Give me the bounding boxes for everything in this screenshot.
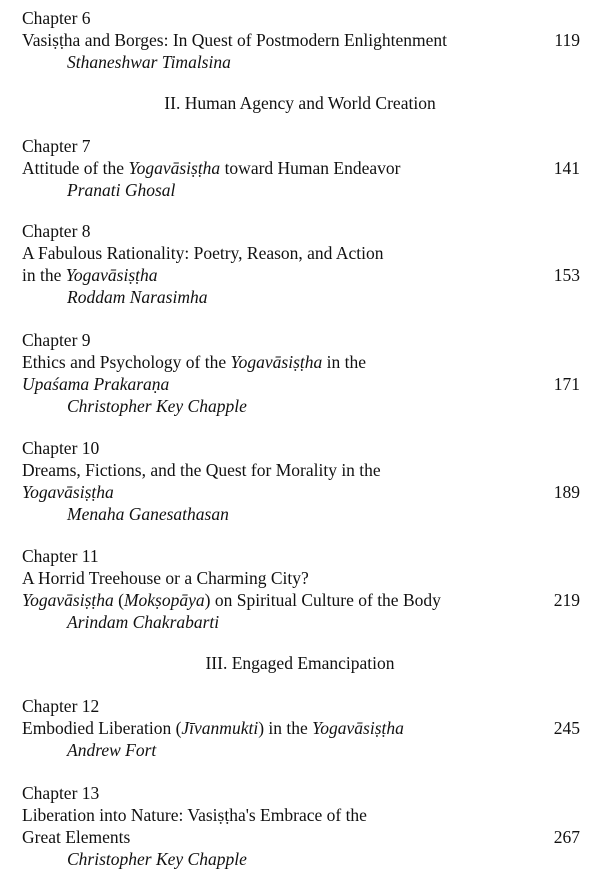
page-number: 245 xyxy=(553,718,580,738)
chapter-label: Chapter 11 xyxy=(22,546,99,566)
chapter-title: Dreams, Fictions, and the Quest for Morality in the xyxy=(22,460,381,480)
page-number: 219 xyxy=(553,590,580,610)
chapter-label: Chapter 10 xyxy=(22,438,100,458)
page-number: 119 xyxy=(554,30,580,50)
chapter-author: Sthaneshwar Timalsina xyxy=(67,52,231,72)
chapter-title: Ethics and Psychology of the Yogavāsiṣṭha in the xyxy=(22,352,367,372)
chapter-label: Chapter 6 xyxy=(22,8,91,28)
chapter-author: Menaha Ganesathasan xyxy=(67,504,229,524)
chapter-title: Vasiṣṭha and Borges: In Quest of Postmodern Enlightenment xyxy=(22,30,447,50)
page-number: 171 xyxy=(553,374,580,394)
chapter-author: Christopher Key Chapple xyxy=(67,849,247,869)
section-heading: II. Human Agency and World Creation xyxy=(164,93,436,113)
chapter-author: Roddam Narasimha xyxy=(67,287,208,307)
chapter-title: A Fabulous Rationality: Poetry, Reason, and Action xyxy=(22,243,384,263)
chapter-title: A Horrid Treehouse or a Charming City? xyxy=(22,568,309,588)
chapter-title-continued: Upaśama Prakaraṇa xyxy=(22,374,170,394)
chapter-title: Attitude of the Yogavāsiṣṭha toward Human Endeavor xyxy=(22,158,401,178)
chapter-label: Chapter 12 xyxy=(22,696,100,716)
chapter-author: Andrew Fort xyxy=(67,740,157,760)
chapter-author: Christopher Key Chapple xyxy=(67,396,247,416)
chapter-author: Pranati Ghosal xyxy=(67,180,176,200)
page-number: 153 xyxy=(553,265,580,285)
page-number: 141 xyxy=(553,158,580,178)
chapter-label: Chapter 7 xyxy=(22,136,91,156)
chapter-label: Chapter 13 xyxy=(22,783,100,803)
chapter-title: Embodied Liberation (Jīvanmukti) in the Yogavāsiṣṭha xyxy=(22,718,404,738)
chapter-title-continued: Great Elements xyxy=(22,827,131,847)
page-number: 267 xyxy=(553,827,580,847)
section-heading: III. Engaged Emancipation xyxy=(205,653,395,673)
chapter-label: Chapter 8 xyxy=(22,221,91,241)
chapter-author: Arindam Chakrabarti xyxy=(67,612,220,632)
chapter-title: Liberation into Nature: Vasiṣṭha's Embrace of the xyxy=(22,805,367,825)
chapter-label: Chapter 9 xyxy=(22,330,91,350)
chapter-title-continued: Yogavāsiṣṭha xyxy=(22,482,114,502)
chapter-title-continued: Yogavāsiṣṭha (Mokṣopāya) on Spiritual Culture of the Body xyxy=(22,590,441,610)
chapter-title-continued: in the Yogavāsiṣṭha xyxy=(22,265,158,285)
page-number: 189 xyxy=(553,482,580,502)
